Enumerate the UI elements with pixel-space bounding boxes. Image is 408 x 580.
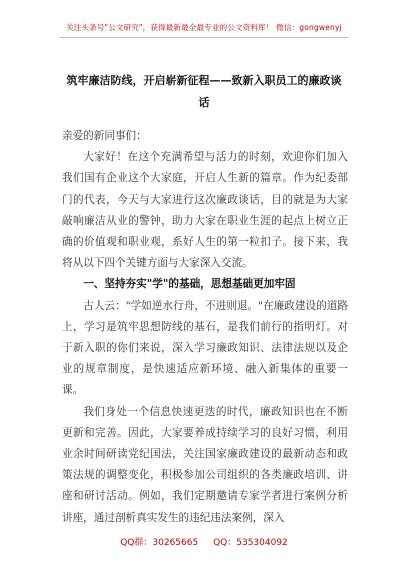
header-note: 关注头条号"公文研究"，获得最新最全最专业的公文资料库！ 微信：gongwenyj [66, 23, 342, 32]
section-heading: 一、坚持夯实"学"的基础，思想基础更加牢固 [83, 278, 296, 291]
document-title-line2: 话 [198, 96, 210, 109]
document-title [58, 70, 350, 114]
section-paragraph: 我们身处一个信息快速更迭的时代，廉政知识也在不断更新和完善。因此，大家要养成持续学习的良好习惯，利用业余时间研读党纪国法，关注国家廉政建设的最新动态和政策法规的调整变化，积极参加公司组织的各类廉政培训、讲座和研讨活动。例如，我们定期邀请专家学者进行案例分析讲座，通过剖析真实发生的违纪违法案例，深入 [62, 405, 348, 524]
intro-paragraph: 大家好！在这个充满希望与活力的时刻，欢迎你们加入我们国有企业这个大家庭，开启人生新的篇章。作为纪委部门的代表，今天与大家进行这次廉政谈话，目的就是为大家敲响廉洁从业的警钟，助力大家在职业生涯的起点上树立正确的价值观和职业观，系好人生的第一粒扣子。接下来，我将从以下四个关键方面与大家深入交流。 [62, 151, 348, 270]
footer-qq-group: QQ群：30265665 [120, 538, 199, 548]
document-body [62, 126, 348, 529]
footer-contact [0, 535, 408, 548]
header-divider [60, 37, 348, 38]
section-paragraph: 古人云："学如逆水行舟，不进则退。"在廉政建设的道路上，学习是筑牢思想防线的基石，是我们前行的指明灯。对于新入职的你们来说，深入学习廉政知识、法律法规以及企业的规章制度，是快速适应新环境、融入新集体的重要一课。 [62, 299, 348, 397]
footer-qq: QQ：535304092 [213, 538, 288, 548]
document-title-line1: 筑牢廉洁防线，开启崭新征程——致新入职员工的廉政谈 [66, 74, 342, 87]
salutation: 亲爱的新同事们： [62, 130, 147, 142]
